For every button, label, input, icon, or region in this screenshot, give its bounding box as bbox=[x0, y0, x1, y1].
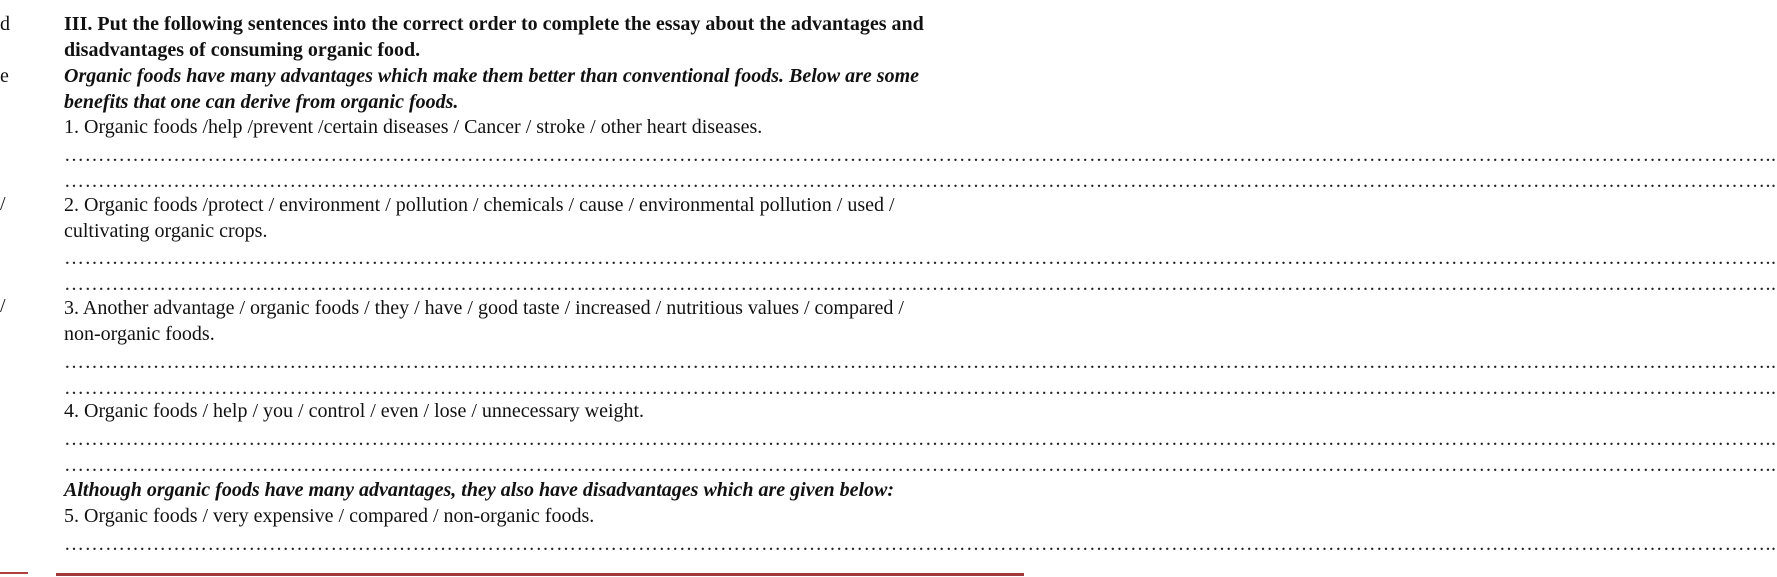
item-3-prompt-line-2: non-organic foods. bbox=[64, 323, 215, 345]
intro-line-1: Organic foods have many advantages which make them better than conventional foods. Below are some bbox=[64, 65, 919, 87]
margin-fragment-3: / bbox=[0, 193, 6, 215]
item-2-answer-line-2[interactable]: …………………………………………………………………………………………………………………………………………………………………………………………………………………………….. bbox=[64, 273, 1777, 295]
margin-divider bbox=[0, 572, 28, 574]
item-4-answer-line-1[interactable]: …………………………………………………………………………………………………………………………………………………………………………………………………………………………….. bbox=[64, 428, 1777, 450]
exercise-heading-line-2: disadvantages of consuming organic food. bbox=[64, 39, 421, 61]
transition-sentence: Although organic foods have many advantages, they also have disadvantages which are given below: bbox=[64, 479, 895, 501]
item-1-prompt: 1. Organic foods /help /prevent /certain diseases / Cancer / stroke / other heart diseases. bbox=[64, 116, 763, 138]
item-3-prompt-line-1: 3. Another advantage / organic foods / they / have / good taste / increased / nutritious values / compared / bbox=[64, 297, 904, 319]
item-2-prompt-line-1: 2. Organic foods /protect / environment / pollution / chemicals / cause / environmental pollution / used / bbox=[64, 194, 895, 216]
item-3-answer-line-2[interactable]: …………………………………………………………………………………………………………………………………………………………………………………………………………………………….. bbox=[64, 377, 1777, 399]
item-3-answer-line-1[interactable]: …………………………………………………………………………………………………………………………………………………………………………………………………………………………….. bbox=[64, 351, 1777, 373]
item-2-answer-line-1[interactable]: …………………………………………………………………………………………………………………………………………………………………………………………………………………………….. bbox=[64, 247, 1777, 269]
item-4-prompt: 4. Organic foods / help / you / control / even / lose / unnecessary weight. bbox=[64, 400, 645, 422]
item-2-prompt-line-2: cultivating organic crops. bbox=[64, 220, 268, 242]
item-5-answer-line-1[interactable]: …………………………………………………………………………………………………………………………………………………………………………………………………………………………….. bbox=[64, 533, 1777, 555]
item-1-answer-line-1[interactable]: …………………………………………………………………………………………………………………………………………………………………………………………………………………………….. bbox=[64, 144, 1777, 166]
item-1-answer-line-2[interactable]: …………………………………………………………………………………………………………………………………………………………………………………………………………………………….. bbox=[64, 170, 1777, 192]
intro-line-2: benefits that one can derive from organic foods. bbox=[64, 91, 459, 113]
exercise-heading-line-1: III. Put the following sentences into the correct order to complete the essay about the advantages and bbox=[64, 13, 924, 35]
page-bottom-rule bbox=[56, 573, 1024, 576]
margin-fragment-2: e bbox=[0, 65, 9, 87]
item-4-answer-line-2[interactable]: …………………………………………………………………………………………………………………………………………………………………………………………………………………………….. bbox=[64, 454, 1777, 476]
item-5-prompt: 5. Organic foods / very expensive / compared / non-organic foods. bbox=[64, 505, 595, 527]
margin-fragment-1: d bbox=[0, 13, 10, 35]
margin-fragment-4: / bbox=[0, 295, 6, 317]
